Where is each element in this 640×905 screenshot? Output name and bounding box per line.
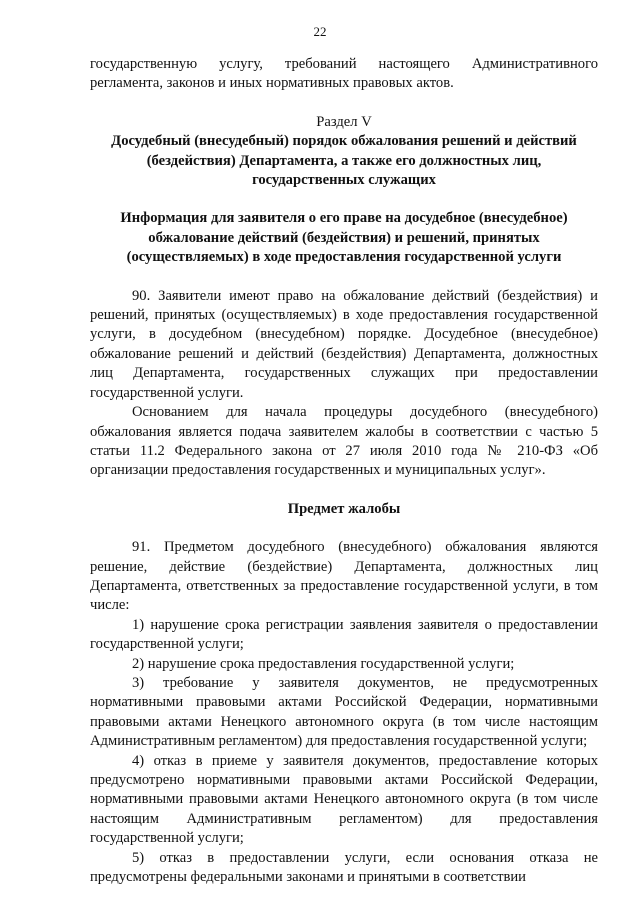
page-number: 22 <box>313 24 327 39</box>
list-item: 3) требование у заявителя документов, не предусмотренных нормативными правовыми актами Российской Федерации, нормативными правовыми актами Ненецкого автономного округа (в том числе настоящим Административным регламентом) для предоставления государственной услуги; <box>90 674 598 750</box>
paragraph-basis: Основанием для начала процедуры досудебного (внесудебного) обжалования является подача заявителем жалобы в соответствии с частью 5 статьи 11.2 Федерального закона от 27 июля 2010 года № 210-ФЗ «Об организации предоставления государственных и муниципальных услуг». <box>90 404 598 479</box>
list-item: 4) отказ в приеме у заявителя документов, предоставление которых предусмотрено нормативными правовыми актами Российской Федерации, нормативными правовыми актами Ненецкого автономного округа (в том числе настоящим Административным регламентом) для предоставления государственной услуги; <box>90 752 598 847</box>
subsection-title: Информация для заявителя о его праве на досудебное (внесудебное) обжалование действий (бездействия) и решений, принятых (осуществляемых) в ходе предоставления государственной услуги <box>120 210 568 266</box>
section-label: Раздел V <box>316 113 372 130</box>
list-item: 5) отказ в предоставлении услуги, если основания отказа не предусмотрены федеральными законами и принятыми в соответствии <box>90 849 598 886</box>
list-item: 1) нарушение срока регистрации заявления заявителя о предоставлении государственной услуги; <box>90 616 598 653</box>
document-body <box>90 55 598 887</box>
paragraph-90: 90. Заявители имеют право на обжалование действий (бездействия) и решений, принятых (осуществляемых) в ходе предоставления государственной услуги, в досудебном (внесудебном) порядке. Досудебное (внесудебное) обжалование решений и действий (бездействия) Департамента, должностных лиц Департамента, государственных служащих при предоставлении государственной услуги. <box>90 287 598 401</box>
subject-title: Предмет жалобы <box>287 500 401 517</box>
intro-paragraph: государственную услугу, требований настоящего Административного регламента, законов и иных нормативных правовых актов. <box>90 56 598 92</box>
paragraph-91: 91. Предметом досудебного (внесудебного) обжалования являются решение, действие (бездействие) Департамента, должностных лиц Департамента, ответственных за предоставление государственной услуги, в том числе: <box>90 539 598 614</box>
list-item: 2) нарушение срока предоставления государственной услуги; <box>132 655 515 672</box>
section-title: Досудебный (внесудебный) порядок обжалования решений и действий (бездействия) Департамента, а также его должностных лиц, государственных служащих <box>111 133 577 189</box>
